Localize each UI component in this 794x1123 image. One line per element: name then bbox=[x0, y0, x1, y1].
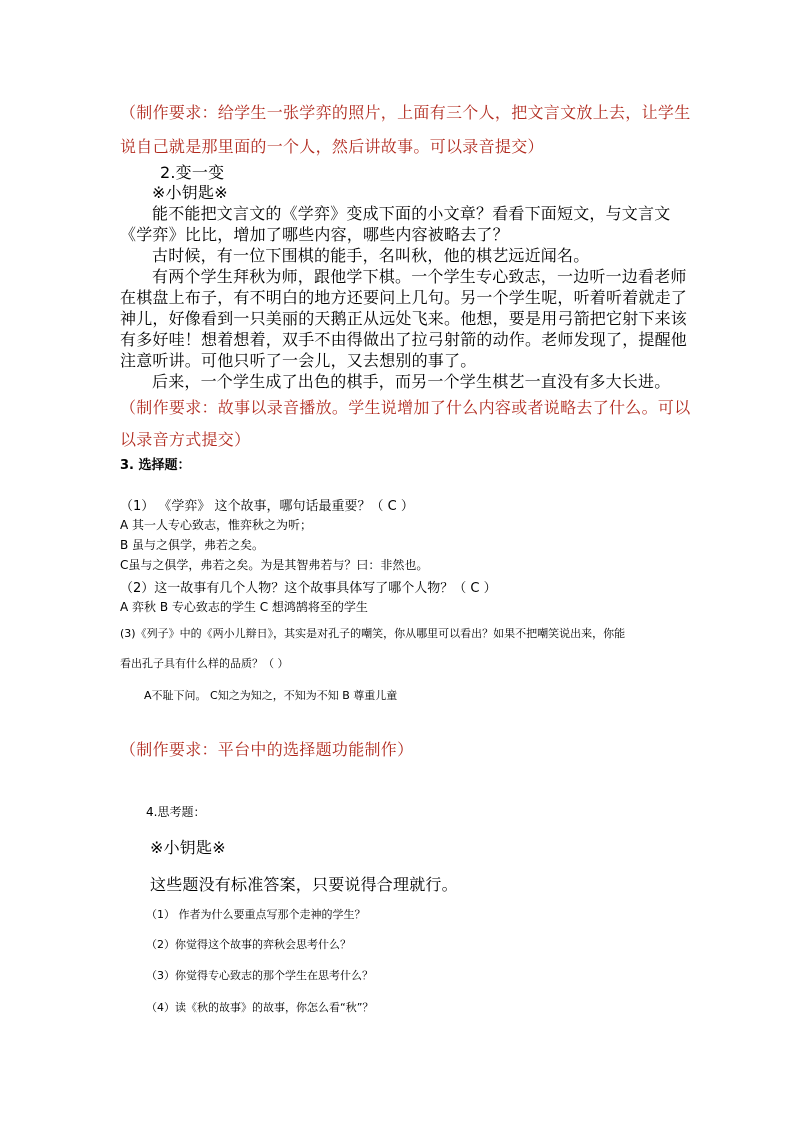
section-4-key-label: ※小钥匙※ bbox=[150, 838, 226, 857]
requirement-2-line-2: 以录音方式提交） bbox=[120, 430, 251, 449]
think-question-1: （1） 作者为什么要重点写那个走神的学生？ bbox=[146, 908, 366, 921]
question-3-line-1: (3)《列子》中的《两小儿辩日》，其实是对孔子的嘲笑，你从哪里可以看出？如果不把嘲笑说出来，你能 bbox=[120, 627, 626, 640]
story-paragraph-1: 古时候，有一位下围棋的能手，名叫秋，他的棋艺远近闻名。 bbox=[152, 246, 590, 265]
question-1-option-a: A 其一人专心致志，惟弈秋之为听； bbox=[120, 518, 313, 532]
section-2-intro-line-1: 能不能把文言文的《学弈》变成下面的小文章？看看下面短文，与文言文 bbox=[152, 204, 671, 223]
question-2: （2）这一故事有几个人物？这个故事具体写了哪个人物？（ C ） bbox=[120, 581, 497, 596]
story-paragraph-2-line-1: 有两个学生拜秋为师，跟他学下棋。一个学生专心致志，一边听一边看老师 bbox=[152, 267, 687, 286]
section-4-note: 这些题没有标准答案，只要说得合理就行。 bbox=[150, 875, 458, 894]
think-question-3: （3）你觉得专心致志的那个学生在思考什么？ bbox=[146, 969, 373, 982]
story-paragraph-2-line-4: 有多好哇！想着想着，双手不由得做出了拉弓射箭的动作。老师发现了，提醒他 bbox=[120, 330, 688, 349]
story-paragraph-2-line-3: 神儿，好像看到一只美丽的天鹅正从远处飞来。他想，要是用弓箭把它射下来该 bbox=[120, 309, 688, 328]
story-paragraph-2-line-2: 在棋盘上布子，有不明白的地方还要问上几句。另一个学生呢，听着听着就走了 bbox=[120, 288, 688, 307]
story-paragraph-3: 后来，一个学生成了出色的棋手，而另一个学生棋艺一直没有多大长进。 bbox=[152, 372, 671, 391]
story-paragraph-2-line-5: 注意听讲。可他只听了一会儿，又去想别的事了。 bbox=[120, 351, 477, 370]
think-question-2: （2）你觉得这个故事的弈秋会思考什么？ bbox=[146, 938, 351, 951]
think-question-4: （4）读《秋的故事》的故事，你怎么看“秋”？ bbox=[146, 1001, 374, 1014]
question-1-option-b: B 虽与之俱学，弗若之矣。 bbox=[120, 538, 265, 552]
question-2-options: A 弈秋 B 专心致志的学生 C 想鸿鹄将至的学生 bbox=[120, 600, 368, 614]
question-1-option-c: C虽与之俱学，弗若之矣。为是其智弗若与？曰：非然也。 bbox=[120, 558, 429, 572]
section-3-heading: 3. 选择题： bbox=[120, 458, 191, 473]
question-1: （1） 《学弈》 这个故事，哪句话最重要？（ C ） bbox=[120, 499, 414, 514]
section-2-heading: 2.变一变 bbox=[160, 163, 225, 182]
section-4-heading: 4.思考题： bbox=[146, 805, 206, 819]
question-3-line-2: 看出孔子具有什么样的品质？（ ） bbox=[120, 657, 289, 670]
requirement-3: （制作要求：平台中的选择题功能制作） bbox=[120, 740, 414, 759]
requirement-1-line-2: 说自己就是那里面的一个人，然后讲故事。可以录音提交） bbox=[120, 137, 544, 156]
section-2-intro-line-2: 《学弈》比比，增加了哪些内容，哪些内容被略去了？ bbox=[120, 225, 509, 244]
question-3-options: A不耻下问。 C知之为知之，不知为不知 B 尊重儿童 bbox=[144, 689, 398, 702]
section-2-key-label: ※小钥匙※ bbox=[152, 183, 228, 202]
requirement-1-line-1: （制作要求：给学生一张学弈的照片，上面有三个人，把文言文放上去，让学生 bbox=[120, 103, 691, 122]
requirement-2-line-1: （制作要求：故事以录音播放。学生说增加了什么内容或者说略去了什么。可以 bbox=[120, 398, 691, 417]
